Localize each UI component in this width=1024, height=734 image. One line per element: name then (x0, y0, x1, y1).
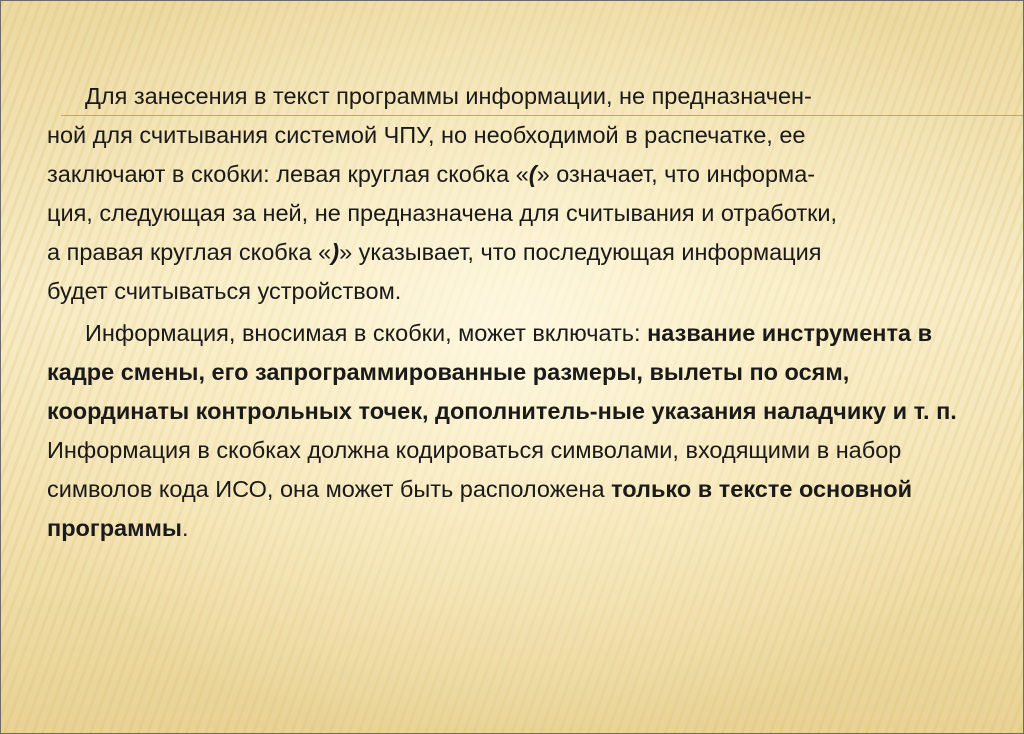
text-line: будет считываться устройством. (47, 278, 402, 304)
text-line: а правая круглая скобка « (47, 239, 332, 265)
paragraph-bracket-contents (47, 314, 997, 548)
text-line: Для занесения в текст программы информации, не предназначен- (85, 83, 812, 109)
text-line: » означает, что информа- (536, 161, 816, 187)
text-line: » указывает, что последующая информация (339, 239, 822, 265)
text-line: ция, следующая за ней, не предназначена для считывания и отработки, (47, 200, 838, 226)
paragraph-brackets-rule (47, 77, 997, 311)
text-line: заключают в скобки: левая круглая скобка « (47, 161, 529, 187)
bold-text-run: название инструмента в кадре смены, его запрограммированные размеры, вылеты по осям, координаты контрольных точек, дополнитель-ные указания наладчику и т. п. (47, 320, 957, 424)
text-run: Информация, вносимая в скобки, может включать: (85, 320, 648, 346)
right-paren-symbol: ) (331, 239, 340, 265)
slide-body (47, 77, 997, 548)
bold-text-run: только в тексте основной программы (47, 476, 913, 541)
text-run: . (181, 515, 189, 541)
text-run: Информация в скобках должна кодироваться символами, входящими в набор символов кода ИСО, она может быть расположена (47, 437, 902, 502)
left-paren-symbol: ( (528, 161, 537, 187)
text-line: ной для считывания системой ЧПУ, но необходимой в распечатке, ее (47, 122, 806, 148)
